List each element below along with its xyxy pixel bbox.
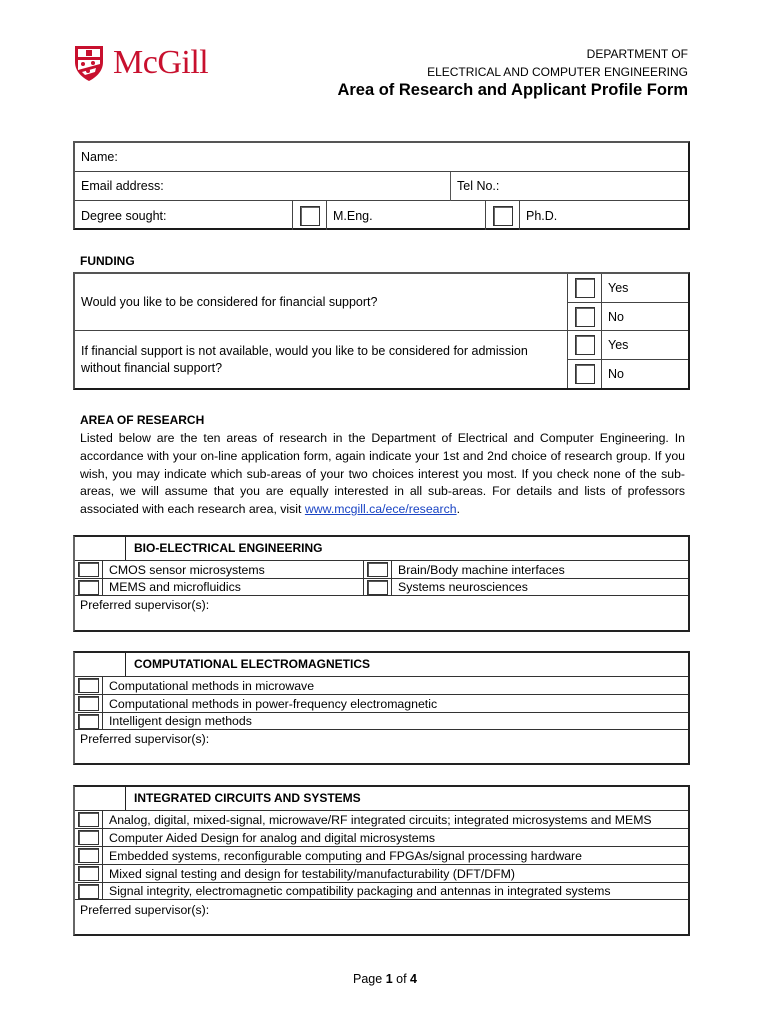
subarea-row (75, 828, 688, 846)
meng-checkbox-cell (293, 201, 327, 230)
q1-yes-label: Yes (608, 281, 629, 295)
q2-no-cell (568, 360, 602, 388)
subarea-label: Computational methods in power-frequency electromagnetic (109, 696, 438, 711)
subarea-checkbox[interactable] (78, 696, 99, 711)
checkbox-cell (75, 829, 103, 847)
subarea-label: CMOS sensor microsystems (103, 561, 364, 579)
research-link[interactable]: www.mcgill.ca/ece/research (304, 502, 457, 517)
q2-yes-label: Yes (608, 338, 629, 352)
checkbox-cell (75, 578, 103, 596)
checkbox-cell (75, 695, 103, 713)
checkbox-cell (364, 561, 392, 579)
subarea-label: Mixed signal testing and design for testability/manufacturability (DFT/DFM) (109, 866, 515, 881)
tel-label: Tel No.: (457, 179, 500, 193)
tel-field[interactable] (451, 172, 688, 201)
funding-question-2 (75, 331, 568, 388)
funding-table (73, 272, 690, 390)
phd-label: Ph.D. (526, 208, 558, 223)
q2-yes-checkbox[interactable] (575, 335, 595, 355)
applicant-info-table (73, 141, 690, 230)
degree-label-cell (75, 201, 293, 230)
funding-heading: FUNDING (80, 254, 135, 268)
meng-checkbox[interactable] (300, 206, 320, 226)
degree-label: Degree sought: (81, 208, 167, 223)
q1-no-option (602, 303, 688, 331)
subarea-checkbox[interactable] (78, 866, 99, 881)
checkbox-cell (75, 847, 103, 865)
subarea-row (75, 694, 688, 712)
department-line-2: ELECTRICAL AND COMPUTER ENGINEERING (427, 65, 688, 79)
subarea-checkbox[interactable] (78, 884, 99, 899)
phd-checkbox[interactable] (493, 206, 513, 226)
page-prefix: Page (353, 972, 386, 986)
subarea-row (75, 882, 688, 900)
subarea-checkbox[interactable] (367, 562, 388, 577)
checkbox-cell (75, 811, 103, 829)
meng-option (327, 201, 486, 230)
checkbox-cell (75, 712, 103, 730)
subarea-label: Brain/Body machine interfaces (398, 562, 565, 577)
checkbox-cell (75, 865, 103, 883)
subarea-row (75, 864, 688, 882)
q1-no-cell (568, 303, 602, 331)
q2-no-option (602, 360, 688, 388)
research-intro-end: . (456, 502, 461, 517)
research-area-bio-electrical (73, 535, 690, 632)
q2-yes-option (602, 331, 688, 360)
subarea-row (75, 676, 688, 694)
phd-checkbox-cell (486, 201, 520, 230)
subarea-label: Computer Aided Design for analog and digital microsystems (109, 830, 436, 845)
page-number (0, 972, 770, 986)
subarea-checkbox[interactable] (78, 812, 99, 827)
research-area-integrated-circuits (73, 785, 690, 936)
name-label: Name: (81, 150, 118, 164)
subarea-checkbox[interactable] (78, 830, 99, 845)
funding-question-2-line-1: If financial support is not available, would you like to be considered for admission (81, 343, 528, 358)
mcgill-crest-icon (73, 44, 105, 82)
page-current: 1 (385, 972, 393, 986)
meng-label: M.Eng. (333, 208, 373, 223)
preferred-supervisor-field[interactable]: Preferred supervisor(s): (80, 903, 210, 917)
subarea-row (75, 578, 688, 596)
funding-question-2-line-2: without financial support? (81, 360, 223, 375)
logo-wordmark: McGill (113, 44, 209, 81)
email-label: Email address: (81, 179, 164, 193)
q1-yes-cell (568, 274, 602, 303)
subarea-checkbox[interactable] (78, 562, 99, 577)
research-intro-text: Listed below are the ten areas of research in the Department of Electrical and Computer Engineering. In accordance with your on-line application form, again indicate your 1st and 2nd choice of research group. If you wish, you may indicate which sub-areas of your two choices interest you most. If you check none of the sub-areas, we will assume that you are equally interested in all sub-areas. For details and lists of professors associated with each research area, visit (80, 431, 685, 517)
degree-row (75, 201, 688, 230)
name-row[interactable] (75, 143, 688, 172)
subarea-row (75, 810, 688, 828)
q1-yes-option (602, 274, 688, 303)
subarea-row (75, 846, 688, 864)
checkbox-cell (75, 882, 103, 900)
subarea-checkbox[interactable] (78, 848, 99, 863)
subarea-label: Embedded systems, reconfigurable computing and FPGAs/signal processing hardware (109, 848, 582, 863)
phd-option (520, 201, 688, 230)
preferred-supervisor-field[interactable]: Preferred supervisor(s): (80, 732, 210, 746)
mcgill-logo (73, 44, 208, 82)
funding-question-1 (75, 274, 568, 331)
subarea-checkbox[interactable] (367, 580, 388, 595)
subarea-label: Intelligent design methods (109, 714, 252, 728)
subarea-checkbox[interactable] (78, 714, 99, 729)
research-area-computational-electromagnetics (73, 651, 690, 765)
area-title: COMPUTATIONAL ELECTROMAGNETICS (125, 651, 690, 676)
subarea-label: Analog, digital, mixed-signal, microwave/RF integrated circuits; integrated microsystems and MEMS (109, 812, 652, 827)
q1-no-label: No (608, 309, 624, 324)
page-of: of (392, 972, 411, 986)
q2-yes-cell (568, 331, 602, 360)
q2-no-label: No (608, 367, 624, 381)
q2-no-checkbox[interactable] (575, 364, 595, 384)
area-title: INTEGRATED CIRCUITS AND SYSTEMS (125, 785, 690, 810)
checkbox-cell (364, 578, 392, 596)
email-field[interactable] (75, 172, 451, 201)
q1-no-checkbox[interactable] (575, 307, 595, 327)
form-title: Area of Research and Applicant Profile Form (337, 81, 688, 99)
subarea-row (75, 712, 688, 730)
preferred-supervisor-field[interactable]: Preferred supervisor(s): (80, 598, 210, 612)
funding-question-1-text: Would you like to be considered for financial support? (81, 295, 378, 309)
department-heading (427, 45, 688, 81)
subarea-checkbox[interactable] (78, 580, 99, 595)
subarea-label: Computational methods in microwave (109, 678, 315, 693)
page-total: 4 (410, 972, 417, 986)
subarea-checkbox[interactable] (78, 678, 99, 693)
email-tel-row (75, 172, 688, 201)
subarea-row (75, 560, 688, 578)
q1-yes-checkbox[interactable] (575, 278, 595, 298)
research-heading: AREA OF RESEARCH (80, 413, 205, 427)
subarea-label: Systems neurosciences (398, 580, 528, 594)
research-intro (80, 430, 685, 519)
subarea-label: MEMS and microfluidics (103, 578, 364, 596)
checkbox-cell (75, 561, 103, 579)
subarea-label: Signal integrity, electromagnetic compatibility packaging and antennas in integrated systems (109, 884, 611, 898)
checkbox-cell (75, 677, 103, 695)
area-title: BIO-ELECTRICAL ENGINEERING (125, 535, 690, 560)
department-line-1: DEPARTMENT OF (586, 47, 688, 61)
